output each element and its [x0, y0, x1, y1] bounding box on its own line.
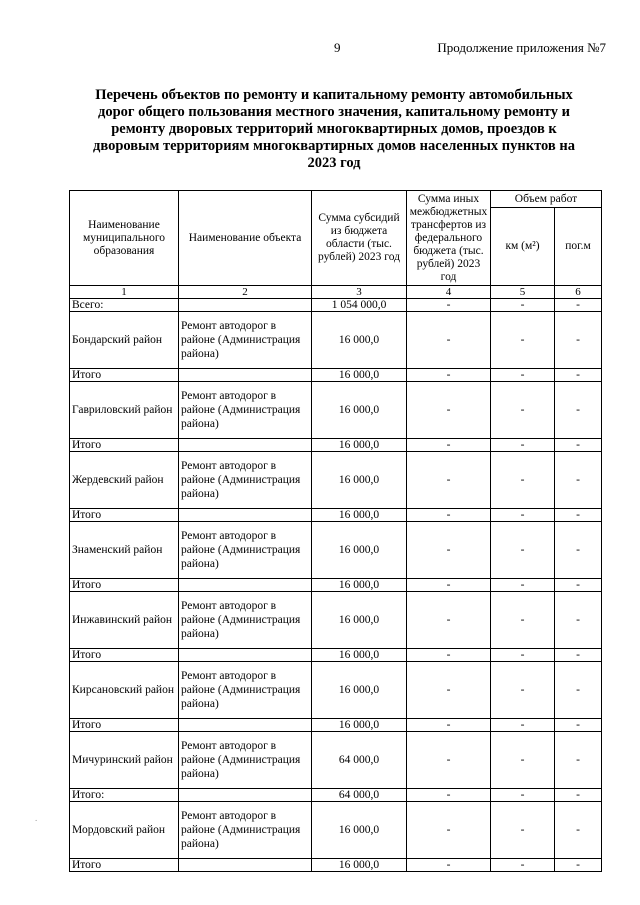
header-subsidy: Сумма субсидий из бюджета области (тыс. рублей) 2023 год — [312, 191, 407, 286]
transfers-value: - — [407, 662, 491, 719]
transfers-value: - — [407, 522, 491, 579]
object-name: Ремонт автодорог в районе (Администрация района) — [179, 802, 312, 859]
margin-mark: . — [35, 813, 38, 823]
object-name: Ремонт автодорог в районе (Администрация района) — [179, 452, 312, 509]
subtotal-row — [70, 649, 602, 662]
table-row — [70, 522, 602, 579]
object-name: Ремонт автодорог в районе (Администрация района) — [179, 592, 312, 649]
empty-cell — [179, 369, 312, 382]
empty-cell — [179, 439, 312, 452]
municipality-name: Мордовский район — [70, 802, 179, 859]
subtotal-amount: 16 000,0 — [312, 859, 407, 872]
table-row — [70, 312, 602, 369]
subtotal-transfers: - — [407, 579, 491, 592]
subtotal-transfers: - — [407, 369, 491, 382]
transfers-value: - — [407, 382, 491, 439]
subsidy-amount: 64 000,0 — [312, 732, 407, 789]
subsidy-amount: 16 000,0 — [312, 802, 407, 859]
subtotal-transfers: - — [407, 859, 491, 872]
subtotal-label: Итого — [70, 439, 179, 452]
subtotal-pog-m: - — [555, 579, 602, 592]
subtotal-label: Итого — [70, 649, 179, 662]
column-number: 5 — [491, 286, 555, 299]
table-row — [70, 382, 602, 439]
km-value: - — [491, 312, 555, 369]
subtotal-row — [70, 579, 602, 592]
empty-cell — [179, 509, 312, 522]
municipality-name: Знаменский район — [70, 522, 179, 579]
subsidy-amount: 16 000,0 — [312, 312, 407, 369]
km-value: - — [491, 802, 555, 859]
subtotal-amount: 16 000,0 — [312, 649, 407, 662]
pog-m-value: - — [555, 592, 602, 649]
subtotal-row — [70, 719, 602, 732]
subtotal-km: - — [491, 369, 555, 382]
subtotal-row — [70, 859, 602, 872]
subtotal-label: Итого — [70, 719, 179, 732]
subtotal-pog-m: - — [555, 859, 602, 872]
subtotal-label: Итого — [70, 859, 179, 872]
subtotal-transfers: - — [407, 509, 491, 522]
objects-table — [69, 190, 602, 872]
transfers-value: - — [407, 312, 491, 369]
subtotal-row — [70, 509, 602, 522]
km-value: - — [491, 382, 555, 439]
km-value: - — [491, 662, 555, 719]
subtotal-row — [70, 369, 602, 382]
object-name: Ремонт автодорог в районе (Администрация района) — [179, 662, 312, 719]
subtotal-transfers: - — [407, 719, 491, 732]
subtotal-label: Итого: — [70, 789, 179, 802]
column-number: 2 — [179, 286, 312, 299]
subtotal-km: - — [491, 789, 555, 802]
subtotal-km: - — [491, 439, 555, 452]
municipality-name: Жердевский район — [70, 452, 179, 509]
subtotal-pog-m: - — [555, 439, 602, 452]
km-value: - — [491, 522, 555, 579]
pog-m-value: - — [555, 802, 602, 859]
continuation-label: Продолжение приложения №7 — [437, 40, 606, 55]
column-number: 4 — [407, 286, 491, 299]
header-municipality: Наименование муниципального образования — [70, 191, 179, 286]
subtotal-amount: 16 000,0 — [312, 369, 407, 382]
table-row — [70, 802, 602, 859]
subsidy-amount: 16 000,0 — [312, 592, 407, 649]
object-name: Ремонт автодорог в районе (Администрация района) — [179, 732, 312, 789]
subtotal-amount: 16 000,0 — [312, 509, 407, 522]
subsidy-amount: 16 000,0 — [312, 662, 407, 719]
subtotal-pog-m: - — [555, 509, 602, 522]
subtotal-label: Итого — [70, 509, 179, 522]
column-number: 3 — [312, 286, 407, 299]
subtotal-pog-m: - — [555, 789, 602, 802]
pog-m-value: - — [555, 452, 602, 509]
object-name: Ремонт автодорог в районе (Администрация района) — [179, 312, 312, 369]
object-name: Ремонт автодорог в районе (Администрация района) — [179, 382, 312, 439]
subtotal-km: - — [491, 649, 555, 662]
subtotal-amount: 16 000,0 — [312, 719, 407, 732]
transfers-value: - — [407, 732, 491, 789]
subtotal-amount: 16 000,0 — [312, 579, 407, 592]
subtotal-amount: 64 000,0 — [312, 789, 407, 802]
km-value: - — [491, 592, 555, 649]
grand-total-row — [70, 299, 602, 312]
subtotal-transfers: - — [407, 439, 491, 452]
empty-cell — [179, 859, 312, 872]
municipality-name: Кирсановский район — [70, 662, 179, 719]
header-transfers: Сумма иных межбюджетных трансфертов из федерального бюджета (тыс. рублей) 2023 год — [407, 191, 491, 286]
table-row — [70, 732, 602, 789]
subtotal-row — [70, 439, 602, 452]
subtotal-km: - — [491, 859, 555, 872]
pog-m-value: - — [555, 732, 602, 789]
page-number: 9 — [334, 40, 341, 55]
subtotal-transfers: - — [407, 649, 491, 662]
subtotal-transfers: - — [407, 789, 491, 802]
subtotal-row — [70, 789, 602, 802]
header-object: Наименование объекта — [179, 191, 312, 286]
transfers-value: - — [407, 452, 491, 509]
pog-m-value: - — [555, 662, 602, 719]
subtotal-km: - — [491, 579, 555, 592]
pog-m-value: - — [555, 522, 602, 579]
municipality-name: Мичуринский район — [70, 732, 179, 789]
grand-total-transfers: - — [407, 299, 491, 312]
subsidy-amount: 16 000,0 — [312, 452, 407, 509]
header-pog-m: пог.м — [555, 208, 602, 286]
subtotal-pog-m: - — [555, 649, 602, 662]
grand-total-km: - — [491, 299, 555, 312]
empty-cell — [179, 299, 312, 312]
grand-total-pog-m: - — [555, 299, 602, 312]
table-row — [70, 452, 602, 509]
transfers-value: - — [407, 592, 491, 649]
table-row — [70, 662, 602, 719]
municipality-name: Инжавинский район — [70, 592, 179, 649]
subtotal-km: - — [491, 509, 555, 522]
pog-m-value: - — [555, 382, 602, 439]
empty-cell — [179, 579, 312, 592]
subtotal-pog-m: - — [555, 369, 602, 382]
subtotal-km: - — [491, 719, 555, 732]
object-name: Ремонт автодорог в районе (Администрация района) — [179, 522, 312, 579]
subtotal-label: Итого — [70, 369, 179, 382]
municipality-name: Гавриловский район — [70, 382, 179, 439]
column-number: 6 — [555, 286, 602, 299]
subtotal-label: Итого — [70, 579, 179, 592]
pog-m-value: - — [555, 312, 602, 369]
header-km: км (м²) — [491, 208, 555, 286]
subsidy-amount: 16 000,0 — [312, 382, 407, 439]
subsidy-amount: 16 000,0 — [312, 522, 407, 579]
km-value: - — [491, 452, 555, 509]
empty-cell — [179, 719, 312, 732]
column-number: 1 — [70, 286, 179, 299]
km-value: - — [491, 732, 555, 789]
header-volume: Объем работ — [491, 191, 602, 208]
municipality-name: Бондарский район — [70, 312, 179, 369]
transfers-value: - — [407, 802, 491, 859]
grand-total-amount: 1 054 000,0 — [312, 299, 407, 312]
grand-total-label: Всего: — [70, 299, 179, 312]
table-row — [70, 592, 602, 649]
empty-cell — [179, 649, 312, 662]
subtotal-pog-m: - — [555, 719, 602, 732]
document-title: Перечень объектов по ремонту и капитальному ремонту автомобильных дорог общего пользования местного значения, капитальному ремонту и ремонту дворовых территорий многоквартирных домов, проездов к дворовым территориям многоквартирных домов населенных пунктов на 2023 год — [93, 87, 575, 171]
empty-cell — [179, 789, 312, 802]
subtotal-amount: 16 000,0 — [312, 439, 407, 452]
